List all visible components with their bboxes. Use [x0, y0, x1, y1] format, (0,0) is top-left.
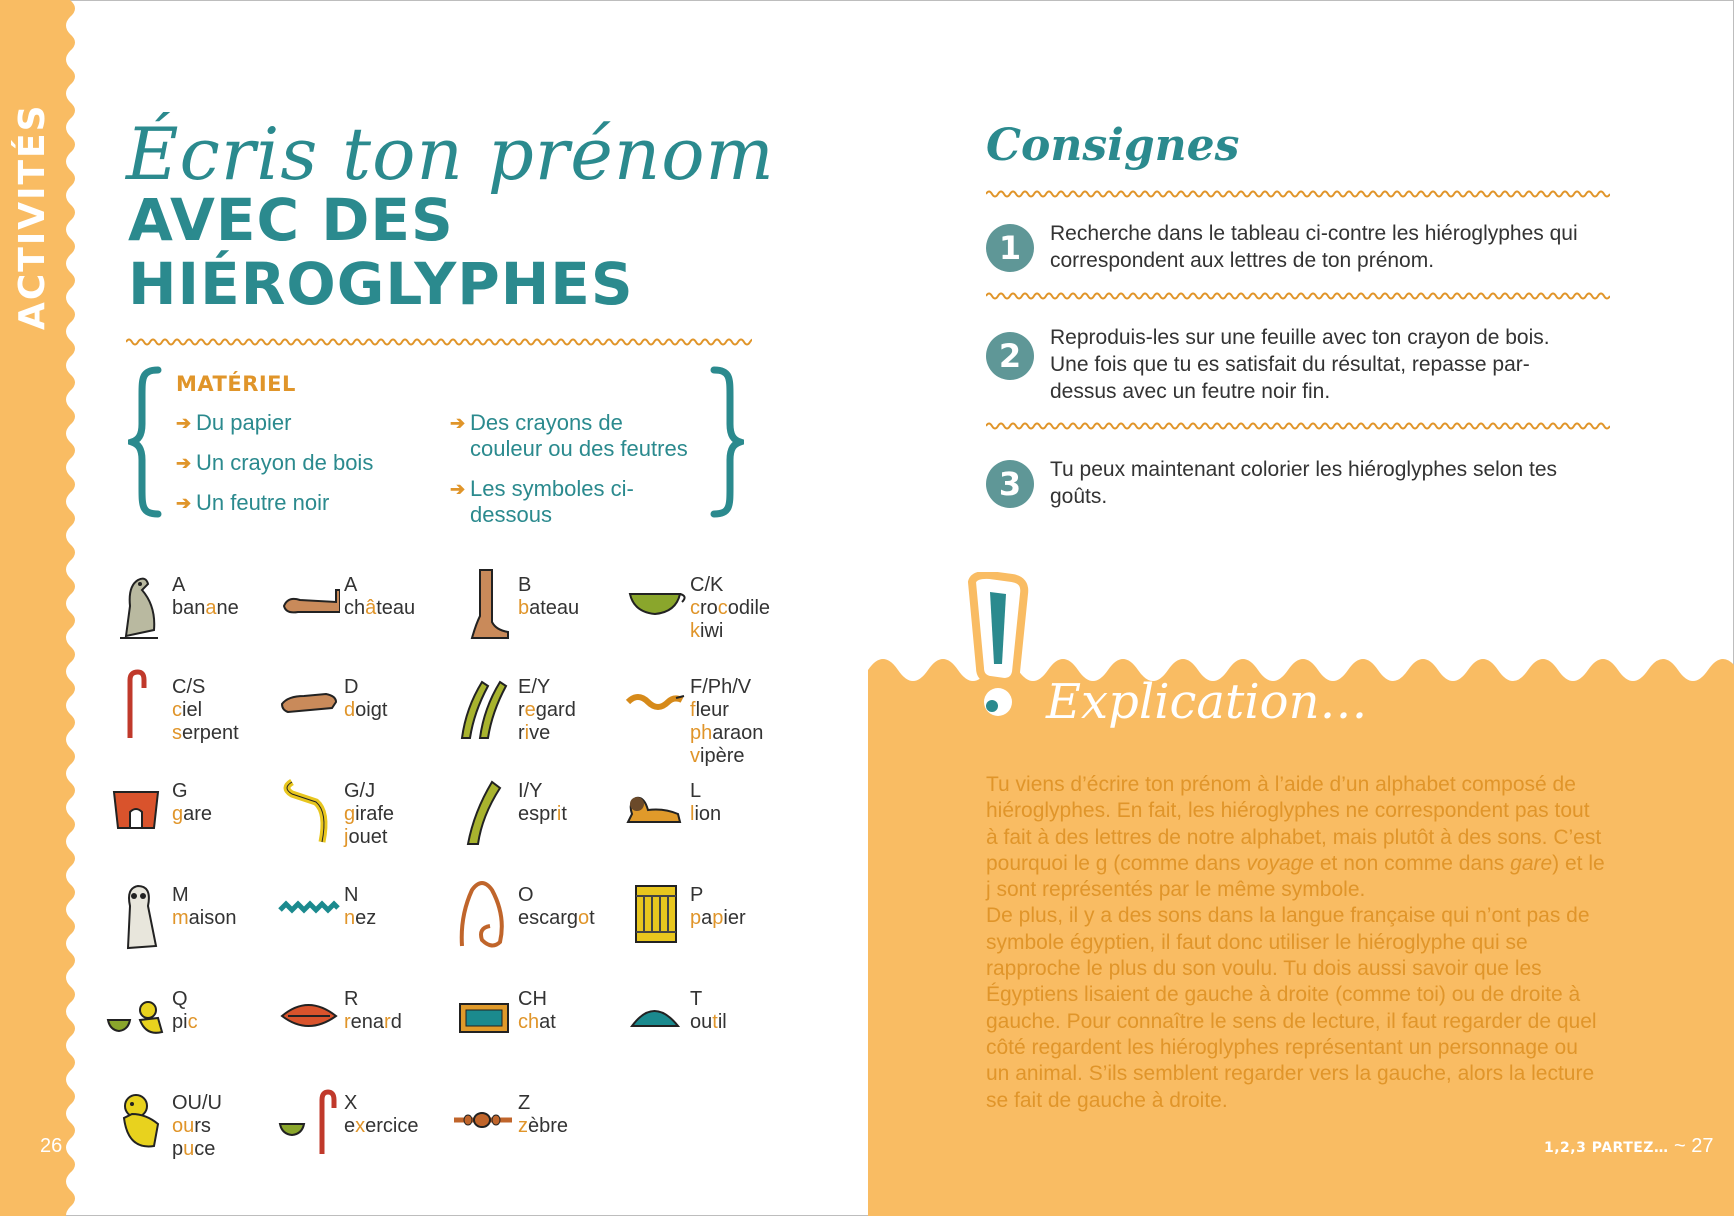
page-title-line-2: HIÉROGLYPHES	[128, 250, 634, 318]
hieroglyph-letter: P	[690, 884, 704, 906]
hieroglyph-letter: CH	[518, 988, 547, 1010]
title-wave-divider	[126, 336, 752, 348]
hieroglyph-label	[344, 988, 402, 1034]
hieroglyph-letter: OU/U	[172, 1092, 222, 1114]
materiel-item: ➔ Un crayon de bois	[176, 450, 374, 475]
arrow-right-icon: ➔	[176, 413, 192, 433]
hieroglyph-cell	[106, 566, 276, 664]
example-word: esprit	[518, 803, 567, 825]
hieroglyph-label	[172, 780, 212, 826]
example-word: exercice	[344, 1115, 419, 1137]
lion-icon	[624, 772, 686, 848]
example-word: papier	[690, 907, 746, 929]
hieroglyph-letter: E/Y	[518, 676, 551, 698]
hieroglyph-letter: D	[344, 676, 359, 698]
hieroglyph-letter: X	[344, 1092, 358, 1114]
example-word: lion	[690, 803, 722, 825]
hieroglyph-label	[690, 780, 721, 826]
example-word: gare	[172, 803, 213, 825]
hieroglyph-cell	[278, 668, 448, 766]
hieroglyph-label	[172, 1092, 222, 1161]
hieroglyph-letter: R	[344, 988, 359, 1010]
arrow-right-icon: ➔	[176, 453, 192, 473]
vulture-icon	[106, 566, 168, 642]
materiel-item: ➔ Les symboles ci-dessous	[450, 476, 634, 527]
example-word: pharaon	[690, 722, 764, 744]
left-brace	[128, 366, 164, 518]
hieroglyph-label	[690, 884, 746, 930]
example-word: outil	[690, 1011, 727, 1033]
water-icon	[278, 876, 340, 952]
example-word: maison	[172, 907, 237, 929]
hieroglyph-letter: O	[518, 884, 534, 906]
sidebar-label: ACTIVITÉS	[12, 103, 53, 330]
example-word: château	[344, 597, 416, 619]
page-title	[128, 188, 688, 316]
example-word: kiwi	[690, 620, 724, 642]
example-word: girafe	[344, 803, 395, 825]
example-word: renard	[344, 1011, 402, 1033]
hieroglyph-label	[172, 676, 239, 745]
cobra-icon	[278, 772, 340, 848]
hieroglyph-letter: L	[690, 780, 702, 802]
page-title-line-1: AVEC DES	[128, 186, 454, 254]
hieroglyph-cell	[106, 1084, 276, 1182]
owl-icon	[106, 876, 168, 952]
hieroglyph-label	[344, 574, 415, 620]
example-word: zèbre	[518, 1115, 569, 1137]
hieroglyph-cell	[278, 1084, 448, 1182]
cane-icon	[106, 668, 168, 744]
hieroglyph-label	[518, 780, 567, 826]
hand-icon	[278, 668, 340, 744]
arrow-right-icon: ➔	[176, 493, 192, 513]
hieroglyph-letter: T	[690, 988, 703, 1010]
explication-paragraph: De plus, il y a des sons dans la langue française qui n’ont pas de symbole égyptien, il faut donc utiliser le hiéroglyphe qui se rapproche le plus du son voulu. Tu dois aussi savoir que les Égyptiens lisaient de gauche à droite (comme toi) ou de droite à gauche. Pour connaître le sens de lecture, il faut regarder de quel côté regardent les hiéroglyphes représentant un personnage ou un animal. S’ils semblent regarder vers la gauche, alors la lecture se fait de gauche à droite.	[986, 904, 1597, 1112]
step-number: 3	[986, 460, 1034, 508]
hieroglyph-letter: B	[518, 574, 532, 596]
example-word: ours	[172, 1115, 211, 1137]
hieroglyph-cell	[106, 668, 276, 766]
basket-icon	[624, 566, 686, 642]
hieroglyph-label	[518, 574, 579, 620]
basket-chick-icon	[106, 980, 168, 1056]
hieroglyph-cell	[624, 668, 794, 766]
hieroglyph-cell	[278, 566, 448, 664]
foot-icon	[452, 566, 514, 642]
materiel-list-left	[176, 410, 426, 530]
example-word: vipère	[690, 745, 745, 767]
hieroglyph-label	[690, 988, 727, 1034]
viper-icon	[624, 668, 686, 744]
materiel-item: ➔ Un feutre noir	[176, 490, 330, 515]
materiel-heading: MATÉRIEL	[176, 372, 296, 396]
hieroglyph-letter: M	[172, 884, 189, 906]
hieroglyph-letter: G/J	[344, 780, 376, 802]
step-3	[986, 456, 1606, 516]
explication-paragraph: Tu viens d’écrire ton prénom à l’aide d’un alphabet composé de hiéroglyphes. En fait, les hiéroglyphes ne correspondent pas tout à fait à des lettres de notre alphabet, mais plutôt à des sons. C’est pourquoi le g (comme dans voyage et non comme dans gare) et le j sont représentés par le même symbole.	[986, 773, 1605, 902]
hieroglyph-cell	[278, 876, 448, 974]
step-text: Tu peux maintenant colorier les hiéroglyphes selon tes goûts.	[1050, 458, 1558, 508]
page-number-right: 1,2,3 PARTEZ… ~ 27	[1544, 1135, 1714, 1157]
example-word: doigt	[344, 699, 388, 721]
hieroglyph-cell	[624, 566, 794, 664]
hieroglyph-cell	[624, 980, 794, 1078]
example-word: escargot	[518, 907, 595, 929]
hieroglyph-cell	[452, 1084, 622, 1182]
example-word: serpent	[172, 722, 239, 744]
hieroglyph-letter: Z	[518, 1092, 531, 1114]
hieroglyph-label	[172, 884, 236, 930]
arrow-right-icon: ➔	[450, 413, 466, 433]
hieroglyph-label	[518, 676, 576, 745]
explication-title: Explication…	[1046, 674, 1368, 730]
mouth-icon	[278, 980, 340, 1056]
jar-stand-icon	[106, 772, 168, 848]
page-number-left: 26 ~	[40, 1135, 80, 1157]
hieroglyph-cell	[106, 876, 276, 974]
step-number: 2	[986, 332, 1034, 380]
hieroglyph-cell	[106, 980, 276, 1078]
hieroglyph-letter: I/Y	[518, 780, 543, 802]
example-word: chat	[518, 1011, 556, 1033]
consignes-title: Consignes	[986, 120, 1240, 171]
example-word: crocodile	[690, 597, 771, 619]
example-word: ciel	[172, 699, 203, 721]
step-number: 1	[986, 224, 1034, 272]
step-text: Reproduis-les sur une feuille avec ton crayon de bois. Une fois que tu es satisfait du résultat, repasse par-dessus avec un feutre noir fin.	[1050, 326, 1550, 403]
materiel-item: ➔ Du papier	[176, 410, 292, 435]
hieroglyph-letter: A	[344, 574, 358, 596]
example-word: rive	[518, 722, 551, 744]
arm-icon	[278, 566, 340, 642]
hieroglyph-letter: F/Ph/V	[690, 676, 752, 698]
stool-icon	[624, 876, 686, 952]
materiel-item: ➔ Des crayons de couleur ou des feutres	[450, 410, 688, 461]
pool-icon	[452, 980, 514, 1056]
hieroglyph-label	[344, 884, 376, 930]
step-text: Recherche dans le tableau ci-contre les hiéroglyphes qui correspondent aux lettres de ton prénom.	[1050, 222, 1578, 272]
hieroglyph-label	[344, 780, 394, 849]
hieroglyph-label	[690, 574, 770, 643]
hieroglyph-letter: A	[172, 574, 186, 596]
example-word: fleur	[690, 699, 729, 721]
hieroglyph-cell	[452, 772, 622, 870]
hieroglyph-cell	[452, 566, 622, 664]
example-word: puce	[172, 1138, 216, 1160]
chick-icon	[106, 1084, 168, 1160]
step-2	[986, 324, 1606, 408]
hieroglyph-cell	[624, 772, 794, 870]
page-title-script: Écris ton prénom	[126, 112, 775, 196]
reed-icon	[452, 772, 514, 848]
example-word: bateau	[518, 597, 580, 619]
hieroglyph-letter: G	[172, 780, 188, 802]
bread-icon	[624, 980, 686, 1056]
exclamation-icon	[960, 572, 1040, 722]
hieroglyph-letter: Q	[172, 988, 188, 1010]
hieroglyph-cell	[452, 980, 622, 1078]
hieroglyph-letter: N	[344, 884, 359, 906]
arrow-right-icon: ➔	[450, 479, 466, 499]
consignes-wave-2	[986, 290, 1610, 302]
hieroglyph-letter: C/K	[690, 574, 724, 596]
right-brace	[708, 366, 744, 518]
hieroglyph-label	[344, 676, 387, 722]
book-title: 1,2,3 PARTEZ…	[1544, 1140, 1669, 1156]
hieroglyph-cell	[452, 668, 622, 766]
double-reed-icon	[452, 668, 514, 744]
hieroglyph-label	[172, 574, 239, 620]
explication-text	[986, 772, 1606, 1114]
materiel-list-right	[450, 410, 700, 542]
hieroglyph-cell	[278, 772, 448, 870]
hieroglyph-label	[690, 676, 763, 768]
consignes-wave-3	[986, 420, 1610, 432]
example-word: banane	[172, 597, 239, 619]
bolt-icon	[452, 1084, 514, 1160]
hieroglyph-label	[518, 988, 556, 1034]
step-1	[986, 220, 1606, 280]
example-word: jouet	[344, 826, 388, 848]
hieroglyph-cell	[624, 876, 794, 974]
hieroglyph-label	[518, 884, 595, 930]
hieroglyph-cell	[452, 876, 622, 974]
hieroglyph-cell	[106, 772, 276, 870]
hieroglyph-label	[172, 988, 198, 1034]
hieroglyph-label	[344, 1092, 418, 1138]
hieroglyph-letter: C/S	[172, 676, 206, 698]
basket-cane-icon	[278, 1084, 340, 1160]
example-word: regard	[518, 699, 576, 721]
example-word: pic	[172, 1011, 198, 1033]
rope-loop-icon	[452, 876, 514, 952]
hieroglyph-label	[518, 1092, 568, 1138]
example-word: nez	[344, 907, 377, 929]
consignes-wave-1	[986, 188, 1610, 200]
hieroglyph-cell	[278, 980, 448, 1078]
